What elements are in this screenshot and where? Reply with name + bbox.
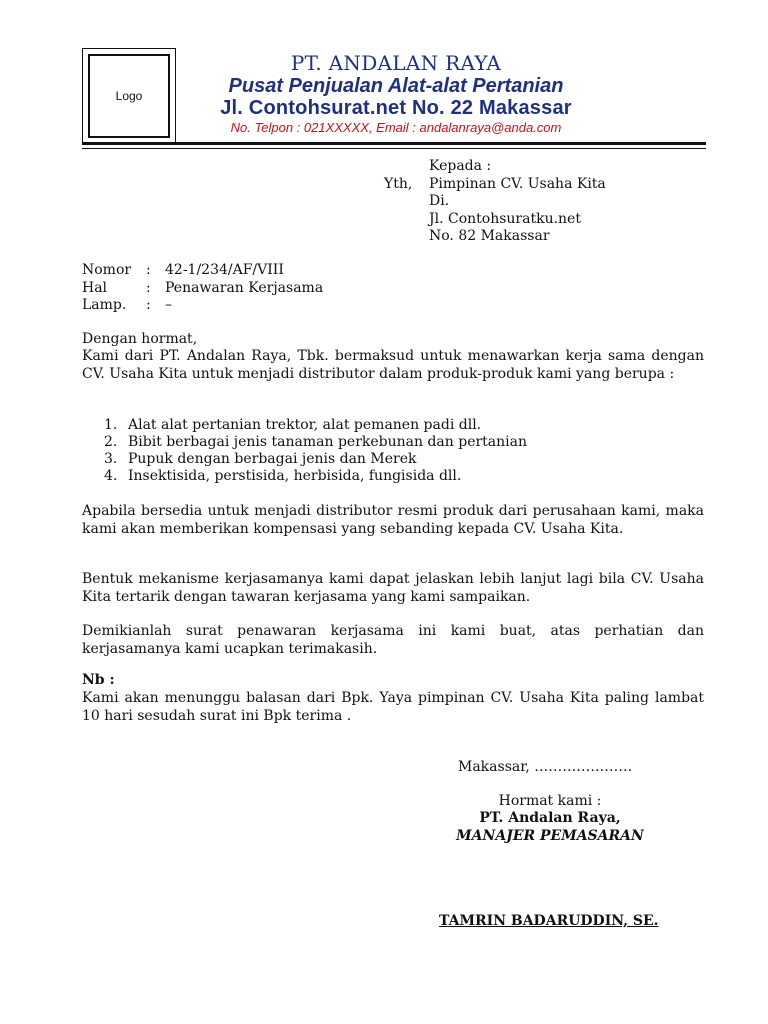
recipient-kepada: Kepada :: [429, 158, 492, 174]
product-number: 2.: [104, 434, 118, 450]
product-number: 3.: [104, 451, 118, 467]
hal-value: Penawaran Kerjasama: [165, 280, 324, 296]
place-date: Makassar, …………………: [458, 759, 633, 775]
lamp-separator: :: [146, 297, 151, 313]
product-item: Insektisida, perstisida, herbisida, fungisida dll.: [128, 468, 462, 484]
nomor-separator: :: [146, 262, 151, 278]
product-number: 1.: [104, 417, 118, 433]
product-item: Bibit berbagai jenis tanaman perkebunan dan pertanian: [128, 434, 528, 450]
intro-paragraph: Kami dari PT. Andalan Raya, Tbk. bermaksud untuk menawarkan kerja sama dengan CV. Usaha Kita untuk menjadi distributor dalam produk-produk kami yang berupa :: [82, 348, 704, 382]
nb-paragraph: Kami akan menunggu balasan dari Bpk. Yaya pimpinan CV. Usaha Kita paling lambat 10 hari sesudah surat ini Bpk terima .: [82, 690, 704, 724]
distributor-paragraph: Apabila bersedia untuk menjadi distributor resmi produk dari perusahaan kami, maka kami akan memberikan kompensasi yang sebanding kepada CV. Usaha Kita.: [82, 503, 704, 537]
company-contact: No. Telpon : 021XXXXX, Email : andalanraya@anda.com: [230, 120, 562, 135]
recipient-di: Di.: [429, 193, 450, 209]
hal-label: Hal: [82, 280, 108, 296]
signer-name: TAMRIN BADARUDDIN, SE.: [439, 913, 659, 929]
nb-label: Nb :: [82, 672, 115, 688]
logo-label: Logo: [115, 89, 143, 103]
product-item: Alat alat pertanian trektor, alat pemanen padi dll.: [128, 417, 482, 433]
recipient-street: Jl. Contohsuratku.net: [429, 211, 581, 227]
letterhead-divider-thick: [82, 142, 706, 145]
recipient-name: Pimpinan CV. Usaha Kita: [429, 176, 606, 192]
greeting: Dengan hormat,: [82, 331, 198, 347]
company-logo-frame: [82, 48, 176, 144]
nomor-value: 42-1/234/AF/VIII: [165, 262, 284, 278]
mechanism-paragraph: Bentuk mekanisme kerjasamanya kami dapat jelaskan lebih lanjut lagi bila CV. Usaha Kita tertarik dengan tawaran kerjasama yang kami sampaikan.: [82, 571, 704, 605]
company-tagline: Pusat Penjualan Alat-alat Pertanian: [228, 75, 564, 97]
signature-position: MANAJER PEMASARAN: [456, 828, 644, 844]
recipient-yth: Yth,: [384, 176, 413, 192]
product-item: Pupuk dengan berbagai jenis dan Merek: [128, 451, 417, 467]
letterhead-divider-thin: [82, 148, 706, 149]
company-name: PT. ANDALAN RAYA: [290, 51, 502, 75]
product-number: 4.: [104, 468, 118, 484]
nomor-label: Nomor: [82, 262, 132, 278]
lamp-label: Lamp.: [82, 297, 127, 313]
closing-paragraph: Demikianlah surat penawaran kerjasama ini kami buat, atas perhatian dan kerjasamanya kami ucapkan terimakasih.: [82, 623, 704, 657]
closing-salutation: Hormat kami :: [498, 793, 602, 809]
company-address: Jl. Contohsurat.net No. 22 Makassar: [220, 97, 572, 119]
recipient-city: No. 82 Makassar: [429, 228, 550, 244]
lamp-value: –: [165, 297, 172, 313]
signature-company: PT. Andalan Raya,: [479, 810, 621, 826]
hal-separator: :: [146, 280, 151, 296]
company-logo-placeholder: [88, 54, 170, 138]
